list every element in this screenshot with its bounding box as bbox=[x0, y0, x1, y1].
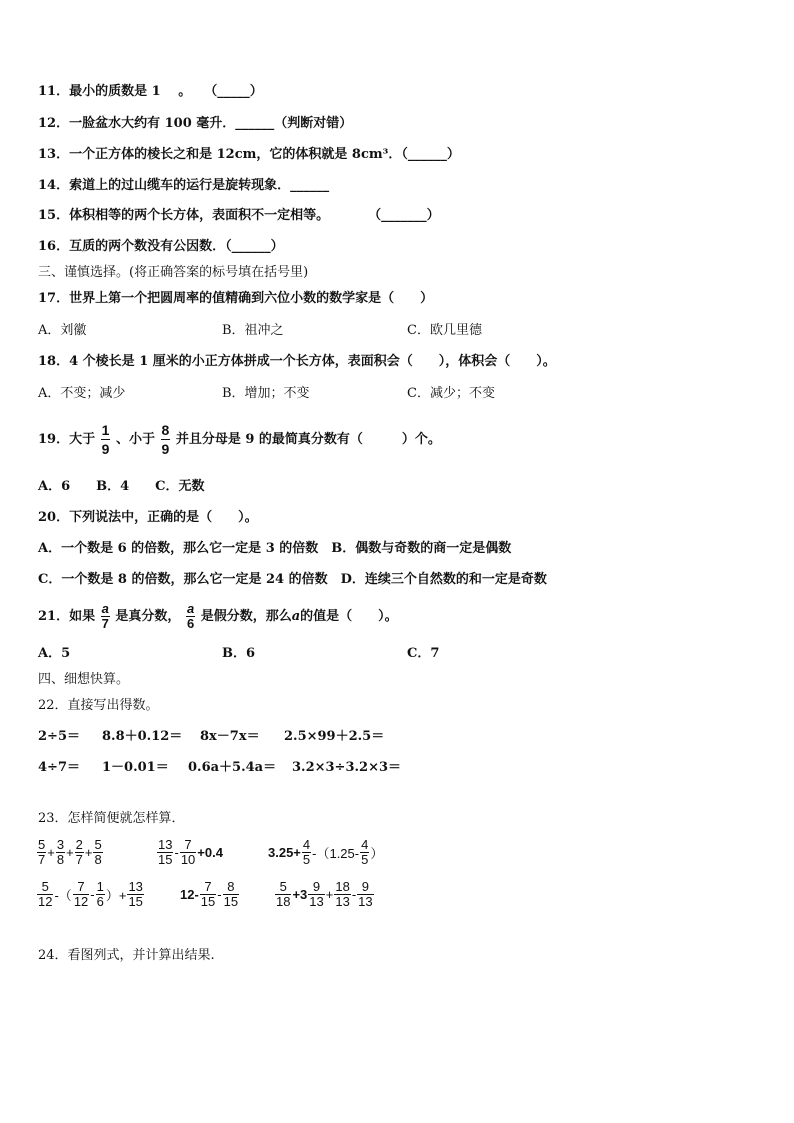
calc-item: 3.2×3÷3.2×3＝ bbox=[292, 760, 402, 775]
question-20: 20．下列说法中，正确的是（ ）。 bbox=[38, 510, 258, 525]
q17-option-a: A．刘徽 bbox=[38, 323, 87, 338]
q21-option-b: B．6 bbox=[222, 646, 256, 661]
question-11: 11．最小的质数是 1 。 （_____） bbox=[38, 84, 263, 99]
calc-item: 2÷5＝ bbox=[38, 729, 80, 744]
calc-item: 0.6a＋5.4a＝ bbox=[188, 760, 277, 775]
expression-1: $\frac{5}{7}$ + $\frac{3}{8}$ + $\frac{2}{7}$ + $\frac{5}{8}$ bbox=[38, 837, 102, 867]
question-12: 12．一脸盆水大约有 100 毫升．______（判断对错） bbox=[38, 116, 353, 131]
question-15: 15．体积相等的两个长方体，表面积不一定相等。 （_______） bbox=[38, 208, 440, 223]
expression-5: 12- $\frac{7}{15}$ - $\frac{8}{15}$ bbox=[180, 879, 239, 909]
question-23: 23．怎样简便就怎样算． bbox=[38, 811, 185, 826]
question-18: 18．4 个棱长是 1 厘米的小正方体拼成一个长方体，表面积会（ ），体积会（ ）。 bbox=[38, 354, 556, 369]
fraction: $\frac{a}{6}$ bbox=[186, 601, 195, 631]
question-24: 24．看图列式，并计算出结果. bbox=[38, 948, 215, 963]
question-19: 19．大于 $\frac{1}{9}$ 、小于 $\frac{8}{9}$ 并且分母是 9 的最简真分数有（ ）个。 bbox=[38, 422, 441, 457]
question-17: 17．世界上第一个把圆周率的值精确到六位小数的数学家是（ ） bbox=[38, 291, 434, 306]
fraction: $\frac{1}{9}$ bbox=[101, 422, 110, 457]
q17-option-b: B．祖冲之 bbox=[222, 323, 284, 338]
question-14: 14．索道上的过山缆车的运行是旋转现象．______ bbox=[38, 178, 330, 193]
fraction: $\frac{8}{9}$ bbox=[161, 422, 170, 457]
question-16: 16．互质的两个数没有公因数．（______） bbox=[38, 239, 284, 254]
question-21: 21．如果 $\frac{a}{7}$ 是真分数， $\frac{a}{6}$ 是假分数，那么a的值是（ ）。 bbox=[38, 601, 398, 631]
q18-option-b: B．增加；不变 bbox=[222, 386, 310, 401]
q18-option-a: A．不变；减少 bbox=[38, 386, 126, 401]
question-13: 13．一个正方体的棱长之和是 12cm，它的体积就是 8cm³．（______） bbox=[38, 147, 460, 162]
question-22: 22．直接写出得数。 bbox=[38, 698, 159, 713]
expression-4: $\frac{5}{12}$ -（ $\frac{7}{12}$ - $\frac{1}{6}$ ）+ $\frac{13}{15}$ bbox=[38, 879, 143, 909]
expression-3: 3.25+ $\frac{4}{5}$ -（1.25- $\frac{4}{5}$ ） bbox=[268, 837, 384, 867]
calc-item: 4÷7＝ bbox=[38, 760, 80, 775]
calc-item: 2.5×99＋2.5＝ bbox=[284, 729, 385, 744]
section-3-heading: 三、谨慎选择。(将正确答案的标号填在括号里) bbox=[38, 265, 309, 280]
calc-item: 8.8＋0.12＝ bbox=[102, 729, 183, 744]
fraction: $\frac{a}{7}$ bbox=[101, 601, 109, 631]
section-4-heading: 四、细想快算。 bbox=[38, 672, 130, 687]
q19-options: A．6 B．4 C．无数 bbox=[38, 479, 205, 494]
q21-option-a: A．5 bbox=[38, 646, 71, 661]
q20-options-ab: A．一个数是 6 的倍数，那么它一定是 3 的倍数 B．偶数与奇数的商一定是偶数 bbox=[38, 541, 512, 556]
q17-option-c: C．欧几里德 bbox=[407, 323, 482, 338]
expression-6: $\frac{5}{18}$ +3 $\frac{9}{13}$ + $\frac{18}{13}$ - $\frac{9}{13}$ bbox=[276, 879, 373, 909]
q20-options-cd: C．一个数是 8 的倍数，那么它一定是 24 的倍数 D．连续三个自然数的和一定是奇数 bbox=[38, 572, 547, 587]
calc-item: 1－0.01＝ bbox=[102, 760, 169, 775]
q18-option-c: C．减少；不变 bbox=[407, 386, 495, 401]
calc-item: 8x－7x＝ bbox=[200, 729, 260, 744]
expression-2: $\frac{13}{15}$ - $\frac{7}{10}$ +0.4 bbox=[158, 837, 223, 867]
q21-option-c: C．7 bbox=[407, 646, 440, 661]
